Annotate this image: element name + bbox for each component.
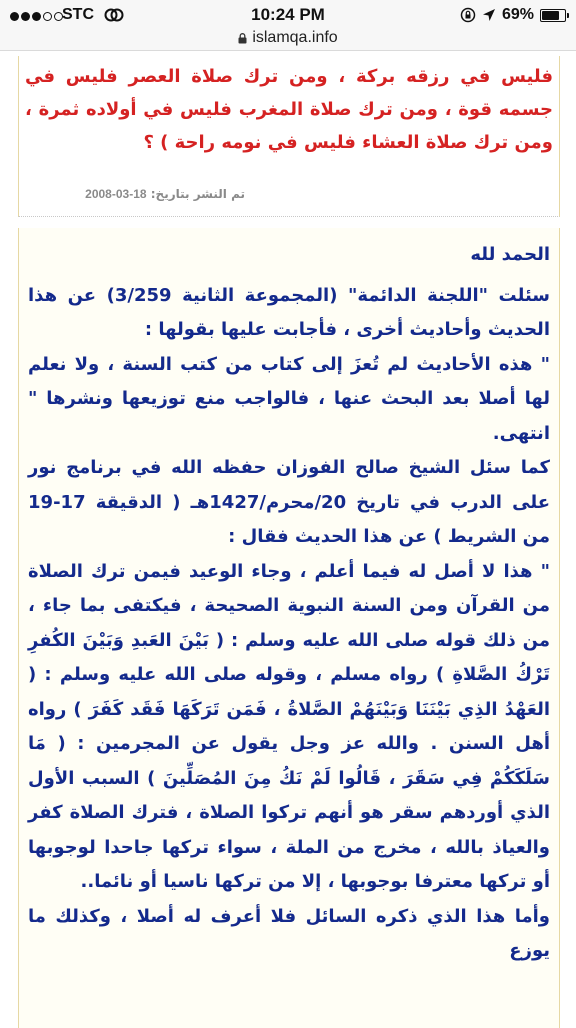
publish-date (85, 187, 245, 201)
carrier-name: STC (62, 6, 94, 23)
answer-box (18, 228, 560, 1028)
rotation-lock-icon (460, 7, 476, 23)
question-text: فليس في رزقه بركة ، ومن ترك صلاة العصر فليس في جسمه قوة ، ومن ترك صلاة المغرب فليس في أولاده ثمرة ، ومن ترك صلاة العشاء فليس في نومه راحة ) ؟ (25, 66, 553, 153)
address-bar[interactable] (0, 26, 576, 51)
publish-date-label: تم النشر بتاريخ: (150, 187, 245, 201)
answer-paragraph: وأما هذا الذي ذكره السائل فلا أعرف له أصلا ، وكذلك ما يوزع (28, 905, 550, 961)
battery-icon (540, 9, 566, 22)
question-box (18, 56, 560, 217)
location-arrow-icon (482, 8, 496, 22)
answer-text (19, 228, 559, 969)
answer-praise: الحمد لله (470, 244, 550, 265)
answer-paragraph: كما سئل الشيخ صالح الفوزان حفظه الله في برنامج نور على الدرب في تاريخ 20/محرم/1427هـ ( الدقيقة 17-19 من الشريط ) عن هذا الحديث فقال : (28, 457, 550, 547)
battery-percent: 69% (501, 6, 534, 23)
answer-paragraph: سئلت "اللجنة الدائمة" (المجموعة الثانية 3/259) عن هذا الحديث وأحاديث أخرى ، فأجابت عليها بقولها : (28, 284, 551, 340)
url-text[interactable]: islamqa.info (252, 29, 338, 46)
publish-date-value: 18-03-2008 (85, 187, 147, 201)
answer-paragraph: " هذا لا أصل له فيما أعلم ، وجاء الوعيد فيمن ترك الصلاة من القرآن ومن السنة النبوية الصحيحة ، فيكتفى بما جاء ، من ذلك قوله صلى الله عليه وسلم : ( بَيْنَ العَبدِ وَبَيْنَ الكُفرِ تَرْكُ الصَّلاةِ ) رواه مسلم ، وقوله صلى الله عليه وسلم : ( العَهْدُ الذِي بَيْنَنَا وَبَيْنَهُمْ الصَّلاةُ ، فَمَن تَرَكَهَا فَقَد كَفَرَ ) رواه أهل السنن . والله عز وجل يقول عن المجرمين : ( مَا سَلَكَكُمْ فِي سَقَرَ ، قَالُوا لَمْ نَكُ مِنَ المُصَلِّينَ ) السبب الأول الذي أوردهم سقر هو أنهم تركوا الصلاة ، فترك الصلاة كفر والعياذ بالله ، مخرج من الملة ، سواء تركها جاحدا لوجوبها أو تركها معترفا بوجوبها ، إلا من تركها ناسيا أو نائما.. (28, 560, 550, 892)
lock-icon (238, 33, 247, 44)
answer-paragraph: " هذه الأحاديث لم تُعزَ إلى كتاب من كتب السنة ، ولا نعلم لها أصلا بعد البحث عنها ، فالواجب منع توزيعها ونشرها " انتهى. (28, 353, 550, 444)
clock: 10:24 PM (251, 5, 325, 24)
